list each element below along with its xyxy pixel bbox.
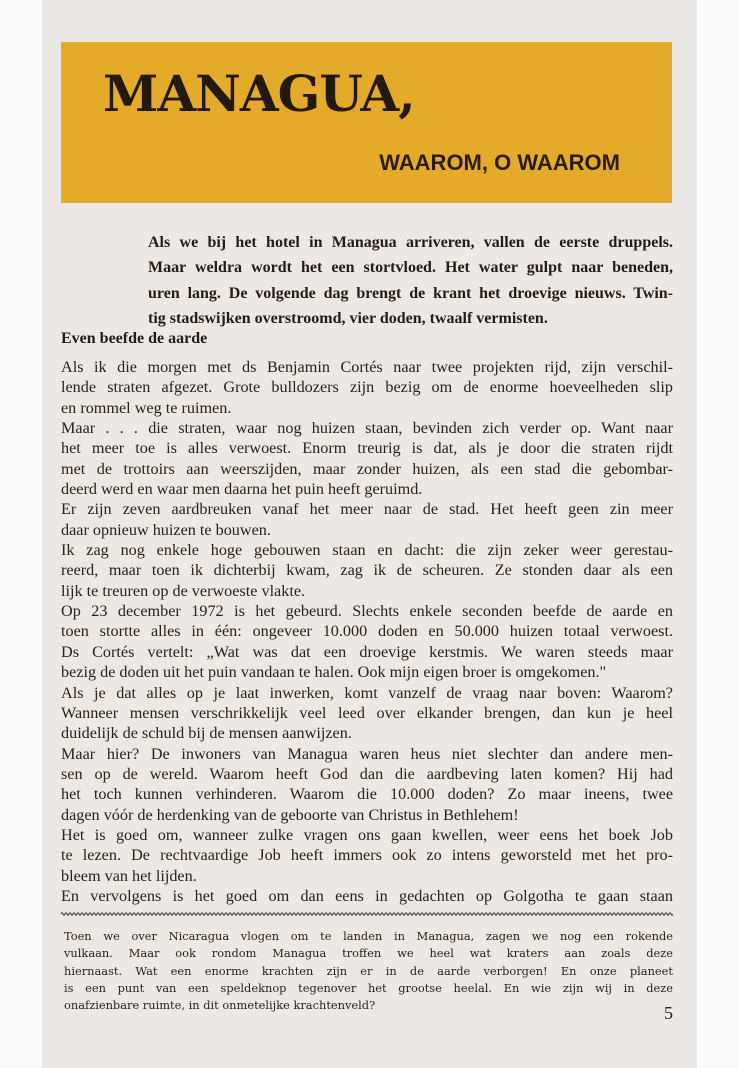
footnote-line: hiernaast. Wat een enorme krachten zijn er in de aarde verborgen! En onze planeet (64, 963, 673, 978)
body-line: daar opnieuw huizen te bouwen. (61, 520, 271, 539)
page-number: 5 (664, 1003, 673, 1023)
footnote-line: onafzienbare ruimte, in dit onmetelijke krachtenveld? (64, 998, 376, 1013)
footnote-line: vulkaan. Maar ook rondom Managua troffen we heel wat kraters aan zoals deze (64, 946, 673, 961)
body-line: Er zijn zeven aardbreuken vanaf het meer naar de stad. Het heeft geen zin meer (61, 500, 673, 519)
body-line: Het is goed om, wanneer zulke vragen ons gaan kwellen, weer eens het boek Job (61, 825, 673, 844)
body-line: duidelijk de schuld bij de mensen aanwijzen. (61, 724, 352, 743)
body-line: het toch kunnen verhinderen. Waarom die 10.000 doden? Zo maar ineens, twee (61, 785, 673, 804)
intro-line: uren lang. De volgende dag brengt de krant het droevige nieuws. Twin- (148, 284, 673, 302)
intro-paragraph (148, 230, 673, 331)
body-line: Maar . . . die straten, waar nog huizen staan, bevinden zich verder op. Want naar (61, 419, 673, 438)
body-line: toen stortte alles in één: ongeveer 10.000 doden en 50.000 huizen totaal verwoest. (61, 622, 673, 641)
body-line: deerd werd en waar men daarna het puin heeft geruimd. (61, 480, 423, 499)
body-line: het meer toe is alles verwoest. Enorm treurig is dat, als je door die straten rijdt (61, 439, 673, 458)
section-heading: Even beefde de aarde (61, 330, 208, 347)
body-line: lijk te treuren op de verwoeste vlakte. (61, 581, 306, 600)
body-line: sen op de wereld. Waarom heeft God dan die aardbeving laten komen? Hij had (61, 764, 673, 783)
intro-line: Als we bij het hotel in Managua arriveren, vallen de eerste druppels. (148, 234, 673, 251)
body-line: Ik zag nog enkele hoge gebouwen staan en dacht: die zijn zeker weer gerestau- (61, 541, 673, 560)
body-line: met de trottoirs aan weerszijden, maar zonder huizen, als een stad die gebombar- (61, 459, 673, 478)
intro-line: tig stadswijken overstroomd, vier doden, twaalf vermisten. (148, 309, 548, 327)
body-line: en rommel weg te ruimen. (61, 398, 232, 417)
footnote-caption (64, 928, 673, 1014)
body-line: dagen vóór de herdenking van de geboorte van Christus in Bethlehem! (61, 805, 519, 824)
body-line: te lezen. De rechtvaardige Job heeft immers ook zo intens geworsteld met het pro- (61, 846, 673, 865)
body-line: lende straten afgezet. Grote bulldozers zijn bezig om de enorme hoeveelheden slip (61, 378, 673, 397)
body-line: bleem van het lijden. (61, 866, 197, 885)
body-text (61, 357, 673, 906)
body-line: Maar hier? De inwoners van Managua waren heus niet slechter dan andere men- (61, 744, 673, 763)
body-line: reerd, maar toen ik dichterbij kwam, zag ik de scheuren. Ze stonden daar als een (61, 561, 673, 580)
body-line: Als ik die morgen met ds Benjamin Cortés naar twee projekten rijd, zijn verschil- (61, 358, 673, 376)
body-line: Ds Cortés vertelt: „Wat was dat een droevige kerstmis. We waren steeds maar (61, 642, 673, 661)
intro-line: Maar weldra wordt het een stortvloed. Het water gulpt naar beneden, (148, 259, 673, 277)
body-line: Op 23 december 1972 is het gebeurd. Slechts enkele seconden beefde de aarde en (61, 602, 673, 621)
footnote-line: is een punt van een speldeknop tegenover het grootse heelal. En wie zijn wij in deze (64, 980, 673, 995)
body-line: En vervolgens is het goed om dan eens in gedachten op Golgotha te gaan staan (61, 886, 673, 905)
body-line: Wanneer mensen verschrikkelijk veel leed over elkander brengen, dan kun je heel (61, 703, 673, 722)
footnote-line: Toen we over Nicaragua vlogen om te landen in Managua, zagen we nog een rokende (64, 929, 673, 943)
article-subtitle: WAAROM, O WAAROM (379, 150, 620, 175)
body-line: Als je dat alles op je laat inwerken, komt vanzelf de vraag naar boven: Waarom? (61, 683, 673, 702)
article-title: MANAGUA, (103, 64, 415, 123)
body-line: bezig de doden uit het puin vandaan te halen. Ook mijn eigen broer is omgekomen." (61, 663, 607, 682)
wavy-divider (61, 910, 673, 918)
